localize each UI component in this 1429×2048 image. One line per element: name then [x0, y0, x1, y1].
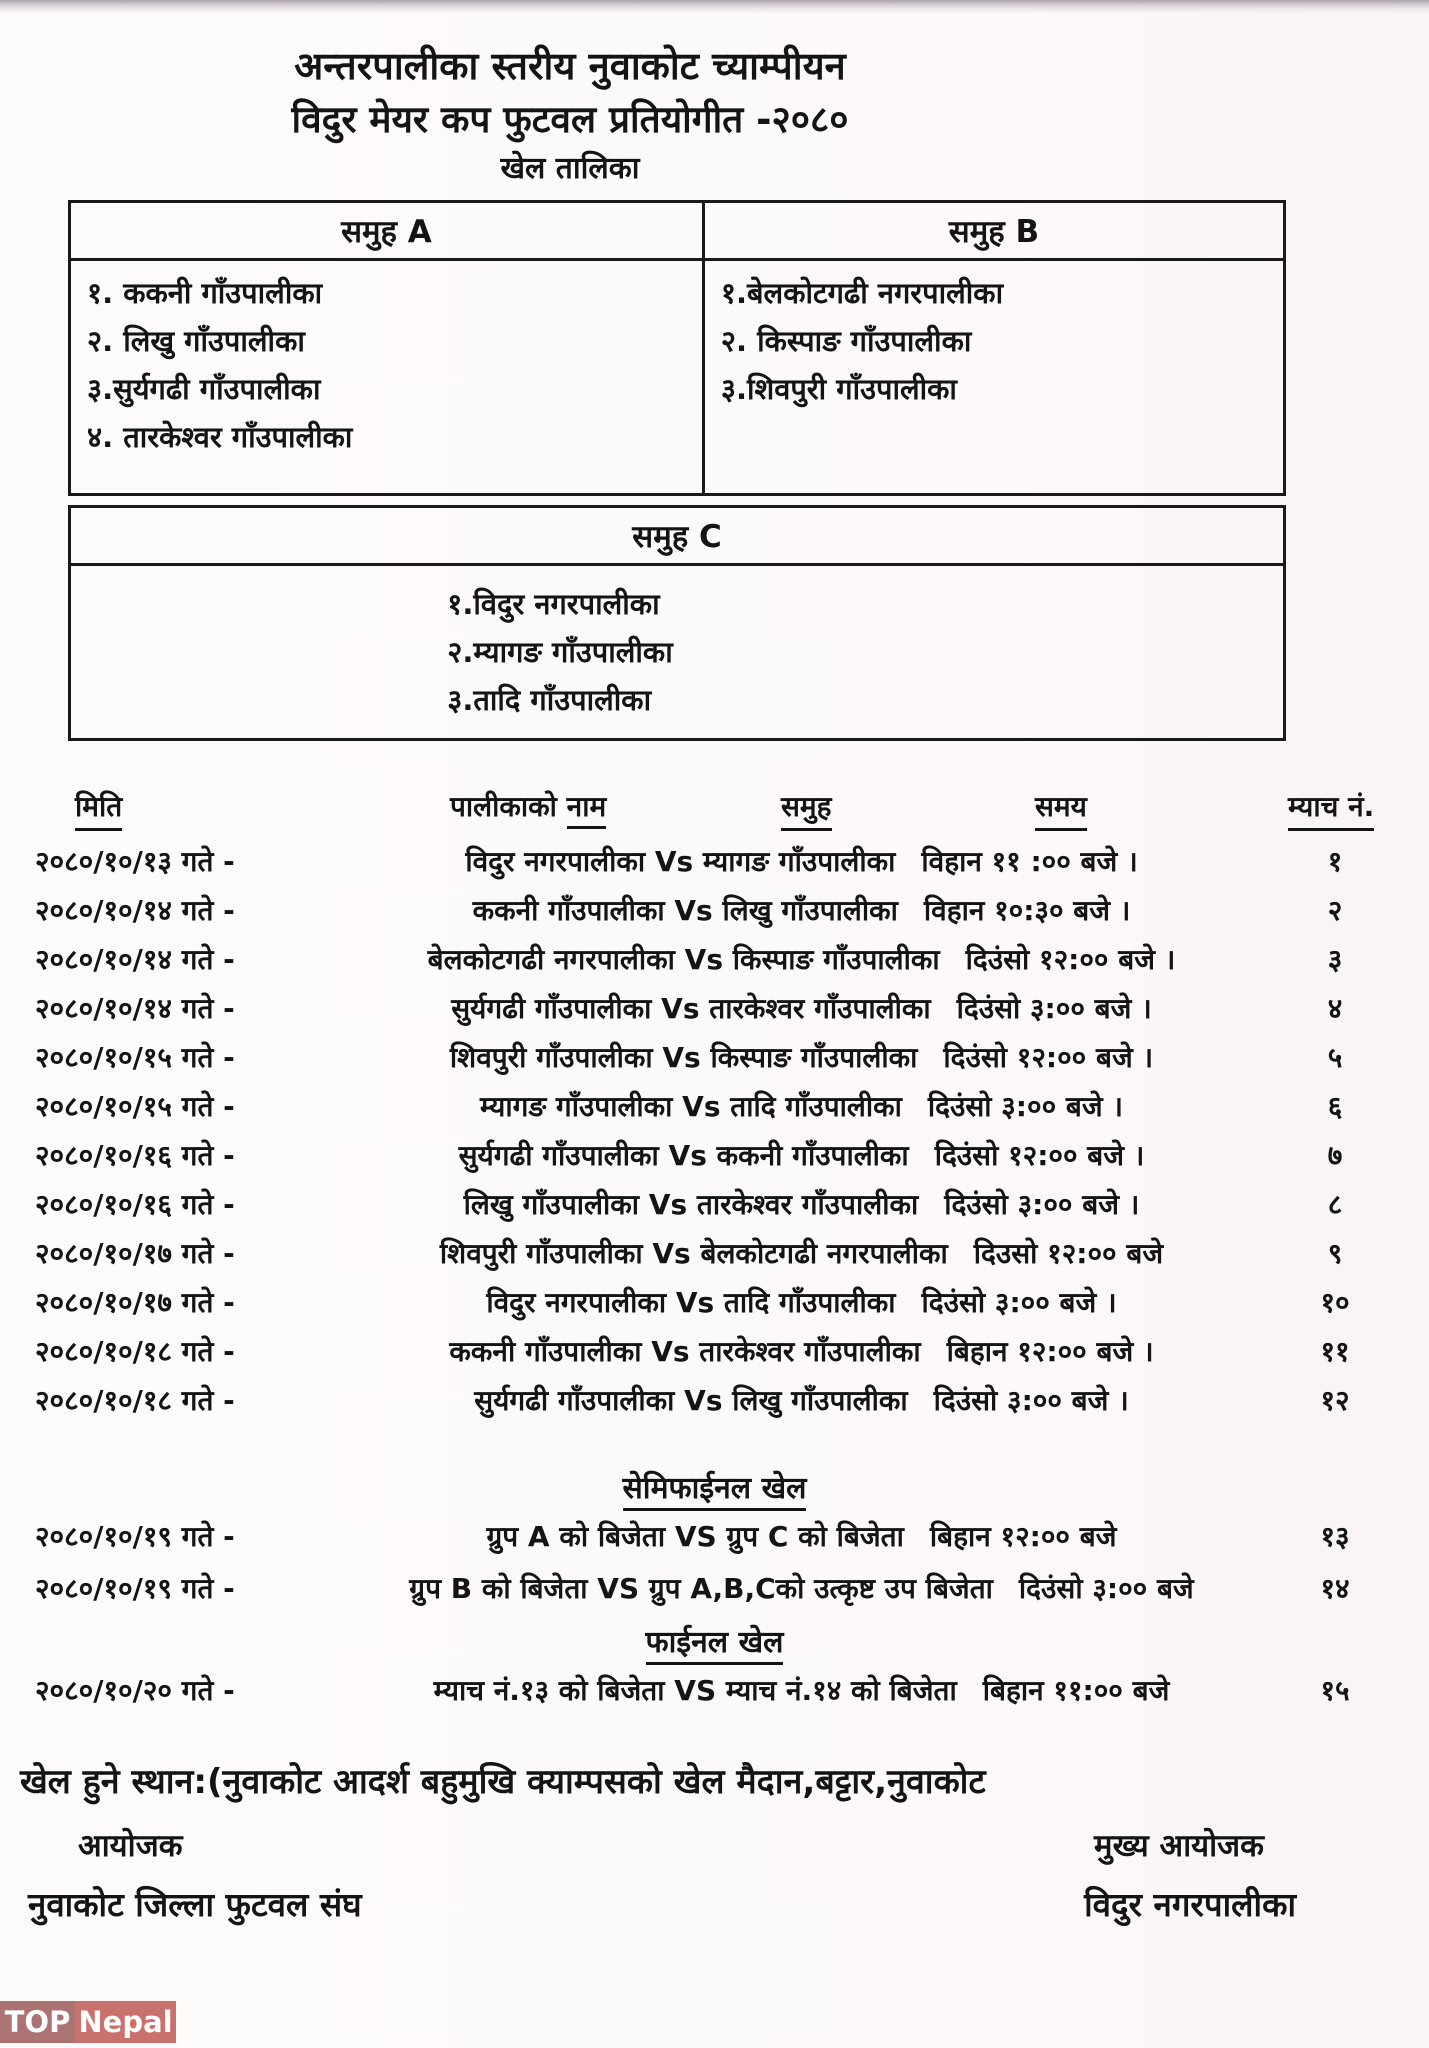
group-c-table [68, 505, 1286, 741]
match-date: २०८०/१०/१६ गते - [35, 1139, 235, 1172]
match-number: १२ [1320, 1384, 1350, 1417]
match-time: बिहान १२:०० बजे [929, 1520, 1117, 1553]
match-time: दिउंसो ३:०० बजे । [944, 1188, 1140, 1221]
team-item: २. किस्पाङ गाँउपालीका [720, 324, 972, 358]
match-teams: शिवपुरी गाँउपालीका Vs बेलकोटगढी नगरपालीका [439, 1237, 948, 1270]
match-row [35, 1376, 1394, 1425]
chief-organizer-name: विदुर नगरपालीका [1084, 1885, 1296, 1924]
match-time: दिउंसो ३:०० बजे [1018, 1572, 1194, 1605]
schedule-subtitle: खेल तालिका [500, 151, 640, 186]
match-time: दिउसो १२:०० बजे [973, 1237, 1164, 1270]
match-date: २०८०/१०/१५ गते - [35, 1090, 235, 1123]
final-section [35, 1621, 1394, 1717]
match-date: २०८०/१०/१४ गते - [35, 992, 235, 1025]
match-teams: विदुर नगरपालीका Vs तादि गाँउपालीका [486, 1286, 896, 1319]
semifinal-title [35, 1467, 1394, 1511]
watermark-top-label: TOP [0, 2001, 75, 2043]
match-row [35, 886, 1394, 935]
header-group: समुह [781, 787, 832, 831]
team-item: १. ककनी गाँउपालीका [87, 276, 323, 310]
team-item: १.बेलकोटगढी नगरपालीका [720, 276, 1004, 310]
organizer-name: नुवाकोट जिल्ला फुटवल संघ [28, 1885, 362, 1924]
match-date: २०८०/१०/१४ गते - [35, 894, 235, 927]
tournament-title: अन्तरपालीका स्तरीय नुवाकोट च्याम्पीयन [294, 44, 846, 88]
semifinal-title-text: सेमिफाईनल खेल [623, 1471, 807, 1511]
match-time: दिउंसो ३:०० बजे । [921, 1286, 1117, 1319]
team-item: २. लिखु गाँउपालीका [87, 324, 305, 358]
match-teams: सुर्यगढी गाँउपालीका Vs ककनी गाँउपालीका [458, 1139, 909, 1172]
group-b-team-list [705, 261, 1283, 493]
chief-organizer-label: मुख्य आयोजक [1094, 1828, 1264, 1864]
match-row [35, 1033, 1394, 1082]
scan-edge-artifact [0, 0, 1429, 14]
match-date: २०८०/१०/१९ गते - [35, 1520, 235, 1553]
final-title-text: फाईनल खेल [646, 1625, 784, 1665]
match-date: २०८०/१०/१६ गते - [35, 1188, 235, 1221]
match-teams: म्याच नं.१३ को बिजेता VS म्याच नं.१४ को बिजेता [433, 1674, 957, 1707]
match-time: दिउंसो ३:०० बजे । [933, 1384, 1129, 1417]
header-date: मिति [75, 787, 122, 831]
match-number: १० [1320, 1286, 1350, 1319]
match-teams: ककनी गाँउपालीका Vs लिखु गाँउपालीका [472, 894, 898, 927]
match-date: २०८०/१०/१३ गते - [35, 845, 235, 878]
team-item: २.म्यागङ गाँउपालीका [447, 635, 673, 669]
match-number: ८ [1327, 1188, 1343, 1221]
match-row [35, 1082, 1394, 1131]
group-a-team-list [71, 261, 705, 493]
match-time: दिउंसो १२:०० बजे । [943, 1041, 1154, 1074]
team-item: ३.तादि गाँउपालीका [447, 683, 652, 717]
match-teams: ग्रुप B को बिजेता VS ग्रुप A,B,Cको उत्कृष्ट उप बिजेता [409, 1572, 993, 1605]
match-date: २०८०/१०/१५ गते - [35, 1041, 235, 1074]
match-number: ५ [1327, 1041, 1343, 1074]
match-time: बिहान १२:०० बजे । [946, 1335, 1154, 1368]
match-row [35, 984, 1394, 1033]
match-schedule [35, 787, 1394, 1717]
match-date: २०८०/१०/२० गते - [35, 1674, 235, 1707]
match-number: ३ [1327, 943, 1343, 976]
match-teams: ककनी गाँउपालीका Vs तारकेश्वर गाँउपालीका [449, 1335, 921, 1368]
match-row [35, 1665, 1394, 1717]
organizer-names-row [28, 1881, 1296, 1929]
cup-title: विदुर मेयर कप फुटवल प्रतियोगीत -२०८० [291, 98, 849, 141]
group-a-header: समुह A [71, 203, 705, 258]
match-number: २ [1327, 894, 1343, 927]
group-a-b-body-row [71, 261, 1283, 493]
match-time: दिउंसो ३:०० बजे । [927, 1090, 1124, 1123]
match-teams: बेलकोटगढी नगरपालीका Vs किस्पाङ गाँउपालीका [427, 943, 940, 976]
match-number: ९ [1327, 1237, 1343, 1270]
team-item: ४. तारकेश्वर गाँउपालीका [87, 420, 353, 454]
match-date: २०८०/१०/१८ गते - [35, 1384, 235, 1417]
match-time: बिहान ११:०० बजे [982, 1674, 1170, 1707]
match-number: १३ [1320, 1520, 1350, 1553]
team-item: ३.शिवपुरी गाँउपालीका [720, 372, 957, 406]
schedule-header-row [35, 787, 1394, 837]
match-row [35, 1511, 1394, 1563]
header-time: समय [1035, 787, 1087, 831]
semifinal-section [35, 1467, 1394, 1615]
team-item: ३.सुर्यगढी गाँउपालीका [87, 372, 321, 406]
organizer-label: आयोजक [78, 1828, 183, 1864]
match-number: १ [1327, 845, 1343, 878]
group-c-body [71, 566, 1283, 738]
group-a-b-table [68, 200, 1286, 496]
match-date: २०८०/१०/१४ गते - [35, 943, 235, 976]
match-number: ७ [1327, 1139, 1343, 1172]
group-c-header: समुह C [71, 508, 1283, 566]
match-teams: ग्रुप A को बिजेता VS ग्रुप C को बिजेता [486, 1520, 904, 1553]
match-row [35, 1278, 1394, 1327]
header-name-prefix: पालीकाको [450, 790, 557, 823]
match-row [35, 1563, 1394, 1615]
match-number: ६ [1327, 1090, 1343, 1123]
match-number: ११ [1320, 1335, 1350, 1368]
watermark-nepal-label: Nepal [75, 2001, 176, 2043]
match-row [35, 1327, 1394, 1376]
match-date: २०८०/१०/१७ गते - [35, 1286, 235, 1319]
match-row [35, 837, 1394, 886]
header-name-underlined: नाम [567, 790, 607, 829]
match-date: २०८०/१०/१७ गते - [35, 1237, 235, 1270]
match-number: १४ [1320, 1572, 1350, 1605]
header-municipality-name [450, 787, 606, 825]
match-date: २०८०/१०/१९ गते - [35, 1572, 235, 1605]
match-date: २०८०/१०/१८ गते - [35, 1335, 235, 1368]
document-header [0, 14, 1140, 190]
match-number: ४ [1327, 992, 1343, 1025]
final-title [35, 1621, 1394, 1665]
top-nepal-watermark [0, 2001, 176, 2043]
match-time: दिउंसो ३:०० बजे । [956, 992, 1152, 1025]
group-b-header: समुह B [948, 214, 1040, 250]
match-teams: लिखु गाँउपालीका Vs तारकेश्वर गाँउपालीका [463, 1188, 919, 1221]
group-c-team-list [431, 572, 682, 734]
match-row [35, 1131, 1394, 1180]
match-time: विहान १०:३० बजे । [923, 894, 1131, 927]
match-teams: सुर्यगढी गाँउपालीका Vs तारकेश्वर गाँउपालीका [451, 992, 931, 1025]
match-row [35, 1180, 1394, 1229]
match-row [35, 935, 1394, 984]
match-time: दिउंसो १२:०० बजे । [934, 1139, 1145, 1172]
venue-line: खेल हुने स्थान:(नुवाकोट आदर्श बहुमुखि क्याम्पसको खेल मैदान,बट्टार,नुवाकोट [20, 1762, 986, 1802]
match-time: दिउंसो १२:०० बजे । [965, 943, 1176, 976]
match-time: विहान ११ :०० बजे । [921, 845, 1138, 878]
match-teams: सुर्यगढी गाँउपालीका Vs लिखु गाँउपालीका [474, 1384, 908, 1417]
match-number: १५ [1320, 1674, 1350, 1707]
match-teams: विदुर नगरपालीका Vs म्यागङ गाँउपालीका [465, 845, 896, 878]
group-a-b-header-row [71, 203, 1283, 261]
organizer-labels-row [78, 1823, 1264, 1869]
team-item: १.विदुर नगरपालीका [447, 587, 660, 621]
header-match-no: म्याच नं. [1288, 787, 1374, 831]
match-teams: म्यागङ गाँउपालीका Vs तादि गाँउपालीका [479, 1090, 902, 1123]
match-teams: शिवपुरी गाँउपालीका Vs किस्पाङ गाँउपालीका [449, 1041, 918, 1074]
match-row [35, 1229, 1394, 1278]
